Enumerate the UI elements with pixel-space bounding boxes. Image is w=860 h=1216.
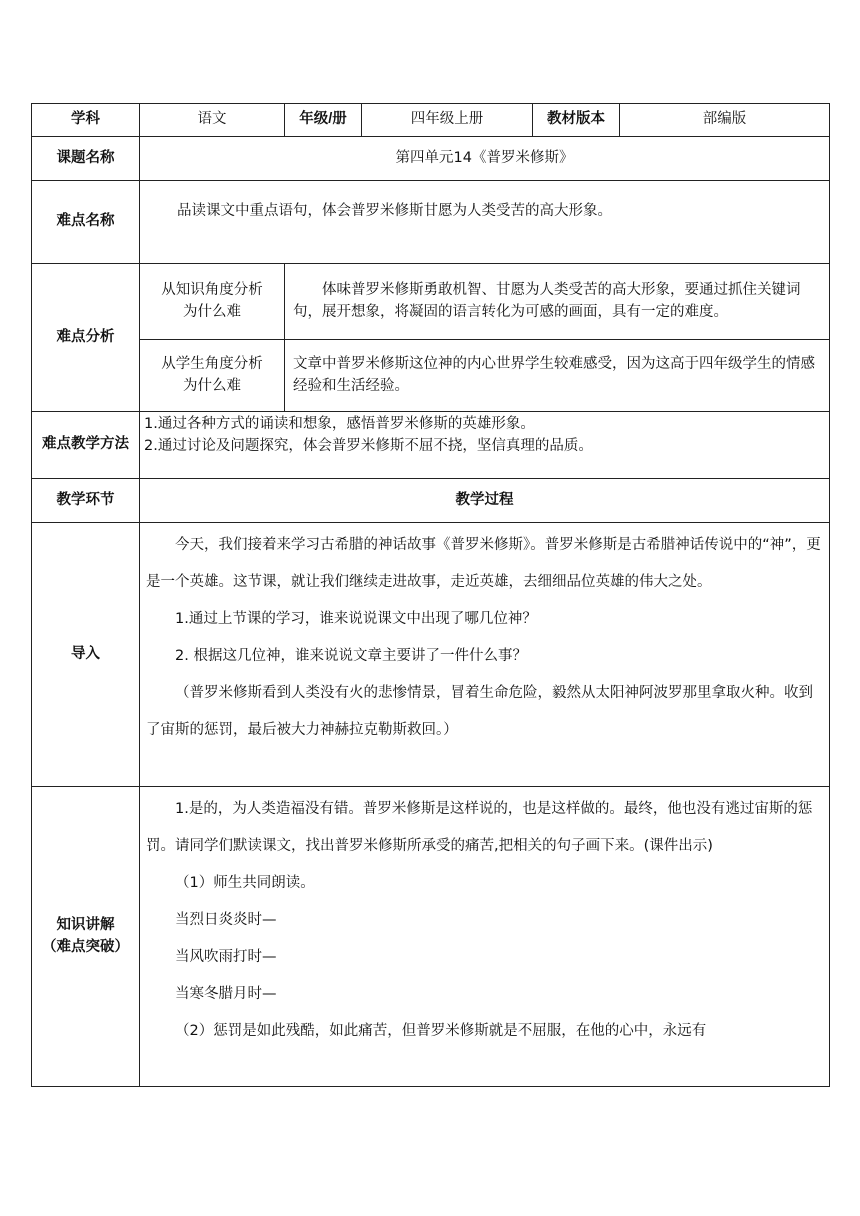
grade-value: 四年级上册 [362, 104, 533, 137]
intro-row [32, 523, 830, 787]
method-cell [140, 412, 830, 479]
difficulty-value: 品读课文中重点语句，体会普罗米修斯甘愿为人类受苦的高大形象。 [177, 203, 612, 219]
knowledge-angle-text: 体味普罗米修斯勇敢机智、甘愿为人类受苦的高大形象，要通过抓住关键词句，展开想象，将凝固的语言转化为可感的画面，具有一定的难度。 [293, 281, 801, 320]
edition-value: 部编版 [620, 104, 830, 137]
knowledge-label-line1: 知识讲解 [56, 916, 115, 933]
stage-label: 教学环节 [32, 479, 140, 523]
intro-paragraph-1: 今天，我们接着来学习古希腊的神话故事《普罗米修斯》。普罗米修斯是古希腊神话传说中的“神”，更是一个英雄。这节课，就让我们继续走进故事，走近英雄，去细细品位英雄的伟大之处。 [146, 537, 821, 590]
knowledge-label [32, 787, 140, 1087]
knowledge-angle-cell [285, 264, 830, 340]
knowledge-angle-label [140, 264, 285, 340]
subject-value: 语文 [140, 104, 285, 137]
method-label: 难点教学方法 [32, 412, 140, 479]
intro-question-1: 1.通过上节课的学习，谁来说说课文中出现了哪几位神？ [175, 611, 537, 627]
knowledge-cell [140, 787, 830, 1087]
knowledge-step-1: （1）师生共同朗读。 [175, 875, 315, 891]
subject-label: 学科 [32, 104, 140, 137]
knowledge-line-sun: 当烈日炎炎时— [175, 912, 277, 928]
student-angle-line2: 为什么难 [183, 377, 241, 394]
intro-cell [140, 523, 830, 787]
edition-label: 教材版本 [533, 104, 620, 137]
knowledge-angle-line2: 为什么难 [183, 303, 241, 320]
process-label: 教学过程 [140, 479, 830, 523]
header-row [32, 104, 830, 137]
intro-answer: （普罗米修斯看到人类没有火的悲惨情景，冒着生命危险，毅然从太阳神阿波罗那里拿取火种。收到了宙斯的惩罚，最后被大力神赫拉克勒斯救回。） [146, 685, 813, 738]
difficulty-row [32, 181, 830, 264]
student-angle-line1: 从学生角度分析 [161, 355, 263, 372]
analysis-student-row [32, 340, 830, 412]
knowledge-line-wind: 当风吹雨打时— [175, 949, 277, 965]
process-header-row [32, 479, 830, 523]
method-line-2: 2.通过讨论及问题探究，体会普罗米修斯不屈不挠，坚信真理的品质。 [144, 437, 593, 454]
student-angle-label [140, 340, 285, 412]
topic-row [32, 137, 830, 181]
knowledge-label-line2: （难点突破） [42, 938, 129, 955]
difficulty-label: 难点名称 [32, 181, 140, 264]
method-line-1: 1.通过各种方式的诵读和想象，感悟普罗米修斯的英雄形象。 [144, 416, 535, 432]
knowledge-step-2: （2）惩罚是如此残酷，如此痛苦，但普罗米修斯就是不屈服，在他的心中，永远有 [175, 1023, 707, 1039]
difficulty-cell [140, 181, 830, 264]
lesson-plan-table [31, 103, 830, 1087]
intro-question-2: 2. 根据这几位神，谁来说说文章主要讲了一件什么事？ [175, 648, 527, 664]
knowledge-angle-line1: 从知识角度分析 [161, 281, 263, 298]
student-angle-text: 文章中普罗米修斯这位神的内心世界学生较难感受，因为这高于四年级学生的情感经验和生活经验。 [293, 355, 815, 394]
intro-label: 导入 [32, 523, 140, 787]
knowledge-row [32, 787, 830, 1087]
topic-label: 课题名称 [32, 137, 140, 181]
knowledge-paragraph-1: 1.是的，为人类造福没有错。普罗米修斯是这样说的，也是这样做的。最终，他也没有逃过宙斯的惩罚。请同学们默读课文，找出普罗米修斯所承受的痛苦,把相关的句子画下来。(课件出示) [146, 801, 813, 854]
analysis-label: 难点分析 [32, 264, 140, 412]
method-row [32, 412, 830, 479]
knowledge-line-winter: 当寒冬腊月时— [175, 986, 277, 1002]
topic-value: 第四单元14《普罗米修斯》 [140, 137, 830, 181]
student-angle-cell [285, 340, 830, 412]
analysis-knowledge-row [32, 264, 830, 340]
grade-label: 年级/册 [285, 104, 362, 137]
